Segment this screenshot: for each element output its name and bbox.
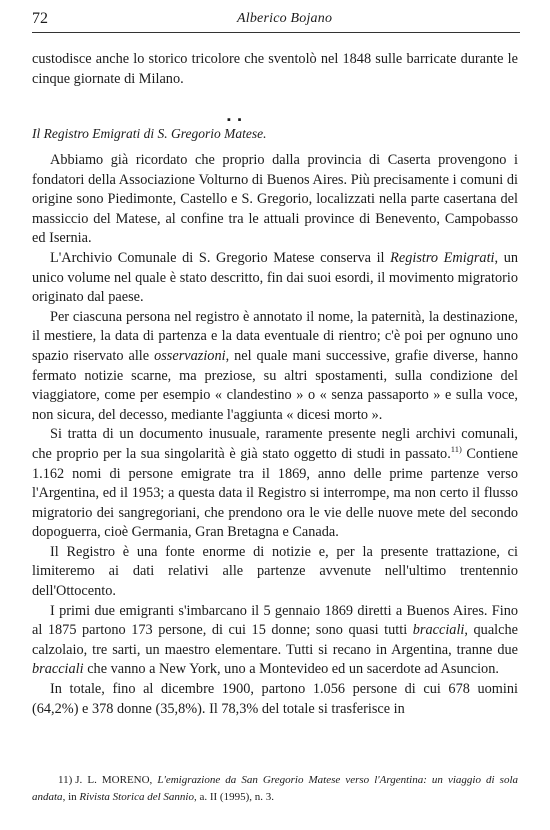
paragraph-6-part-2: , qualche calzolaio, tre sarti, un maestro elementare. Tutti si recano in Argentina, tranne due	[32, 622, 518, 658]
paragraph-6	[32, 602, 518, 680]
footnote	[32, 772, 518, 806]
paragraph-2-before: L'Archivio Comunale di S. Gregorio Matese conserva il	[50, 249, 391, 266]
paragraph-6-part-3: che vanno a New York, uno a Montevideo ed un sacerdote ad Asuncion.	[83, 661, 499, 678]
footnote-journal: Rivista Storica del Sannio	[79, 791, 194, 803]
footnote-reference: 11)	[450, 444, 462, 455]
paragraph-3-after: , nel quale mani successive, grafie diverse, hanno fermato notizie scarne, ma preziose, su altri spostamenti, sulla condizione del viaggiatore, come per esempio « clandestino » o « senza passaporto » e sulla voce, non sicura, del decesso, mediante l'aggiunta « dicesi morto ».	[32, 347, 518, 423]
body-text	[32, 151, 518, 719]
paragraph-6-italic-1: bracciali	[412, 622, 465, 639]
header-rule	[32, 32, 520, 33]
paragraph-3	[32, 308, 518, 426]
footnote-author: J. L. MORENO,	[75, 774, 158, 786]
paragraph-2-after: , un unico volume nel quale è stato descritto, fin dai suoi esordi, il movimento migratorio originato dal paese.	[32, 249, 519, 306]
section-ornament: ▪ ▪	[227, 114, 244, 126]
paragraph-2-italic: Registro Emigrati	[390, 249, 495, 266]
paragraph-3-italic: osservazioni	[154, 347, 226, 364]
section-title: Il Registro Emigrati di S. Gregorio Matese.	[32, 126, 267, 141]
opening-paragraph	[32, 50, 518, 89]
opening-text: custodisce anche lo storico tricolore che sventolò nel 1848 sulle barricate durante le cinque giornate di Milano.	[32, 51, 518, 87]
paragraph-6-italic-2: bracciali	[32, 661, 84, 678]
paragraph-5: Il Registro è una fonte enorme di notizie e, per la presente trattazione, ci limiteremo ai dati relativi alle partenze avvenute nell'ultimo trentennio dell'Ottocento.	[32, 543, 518, 600]
footnote-title: L'emigrazione da San Gregorio Matese verso l'Argentina: un viaggio di sola andata	[32, 774, 519, 803]
paragraph-1: Abbiamo già ricordato che proprio dalla provincia di Caserta provengono i fondatori della Associazione Volturno di Buenos Aires. Più precisamente i comuni di origine sono Piedimonte, Castello e S. Gregorio, localizzati nella parte casertana del massiccio del Matese, al confine tra le attuali province di Benevento, Campobasso ed Isernia.	[32, 152, 518, 247]
footnote-end: , a. II (1995), n. 3.	[193, 791, 274, 803]
paragraph-4	[32, 425, 518, 543]
footnote-middle: , in	[62, 791, 80, 803]
running-head: Alberico Bojano	[237, 11, 333, 26]
page-number: 72	[32, 10, 48, 27]
footnote-marker: 11)	[58, 774, 73, 786]
paragraph-4-after: Contiene 1.162 nomi di persone emigrate tra il 1869, anno delle prime partenze verso l'Argentina, ed il 1953; a questa data il Registro si interrompe, ma non certo il flusso migratorio dei sangregoriani, che prendono ora le vie delle nuove mete del secondo dopoguerra, cioè Germania, Gran Bretagna e Canada.	[32, 445, 518, 541]
paragraph-6-part-1: I primi due emigranti s'imbarcano il 5 gennaio 1869 diretti a Buenos Aires. Fino al 1875 partono 173 persone, di cui 15 donne; sono quasi tutti	[32, 602, 518, 639]
paragraph-7: In totale, fino al dicembre 1900, partono 1.056 persone di cui 678 uomini (64,2%) e 378 donne (35,8%). Il 78,3% del totale si trasferisce in	[32, 681, 518, 717]
paragraph-2	[32, 249, 518, 308]
paragraph-3-before: Per ciascuna persona nel registro è annotato il nome, la paternità, la destinazione, il mestiere, la data di partenza e la data eventuale di rientro; c'è poi per ognuno uno spazio riservato alle	[32, 308, 518, 364]
page-header	[32, 10, 520, 34]
paragraph-4-before: Si tratta di un documento inusuale, raramente presente negli archivi comunali, che proprio per la sua singolarità è già stato oggetto di studi in passato.	[32, 426, 518, 462]
